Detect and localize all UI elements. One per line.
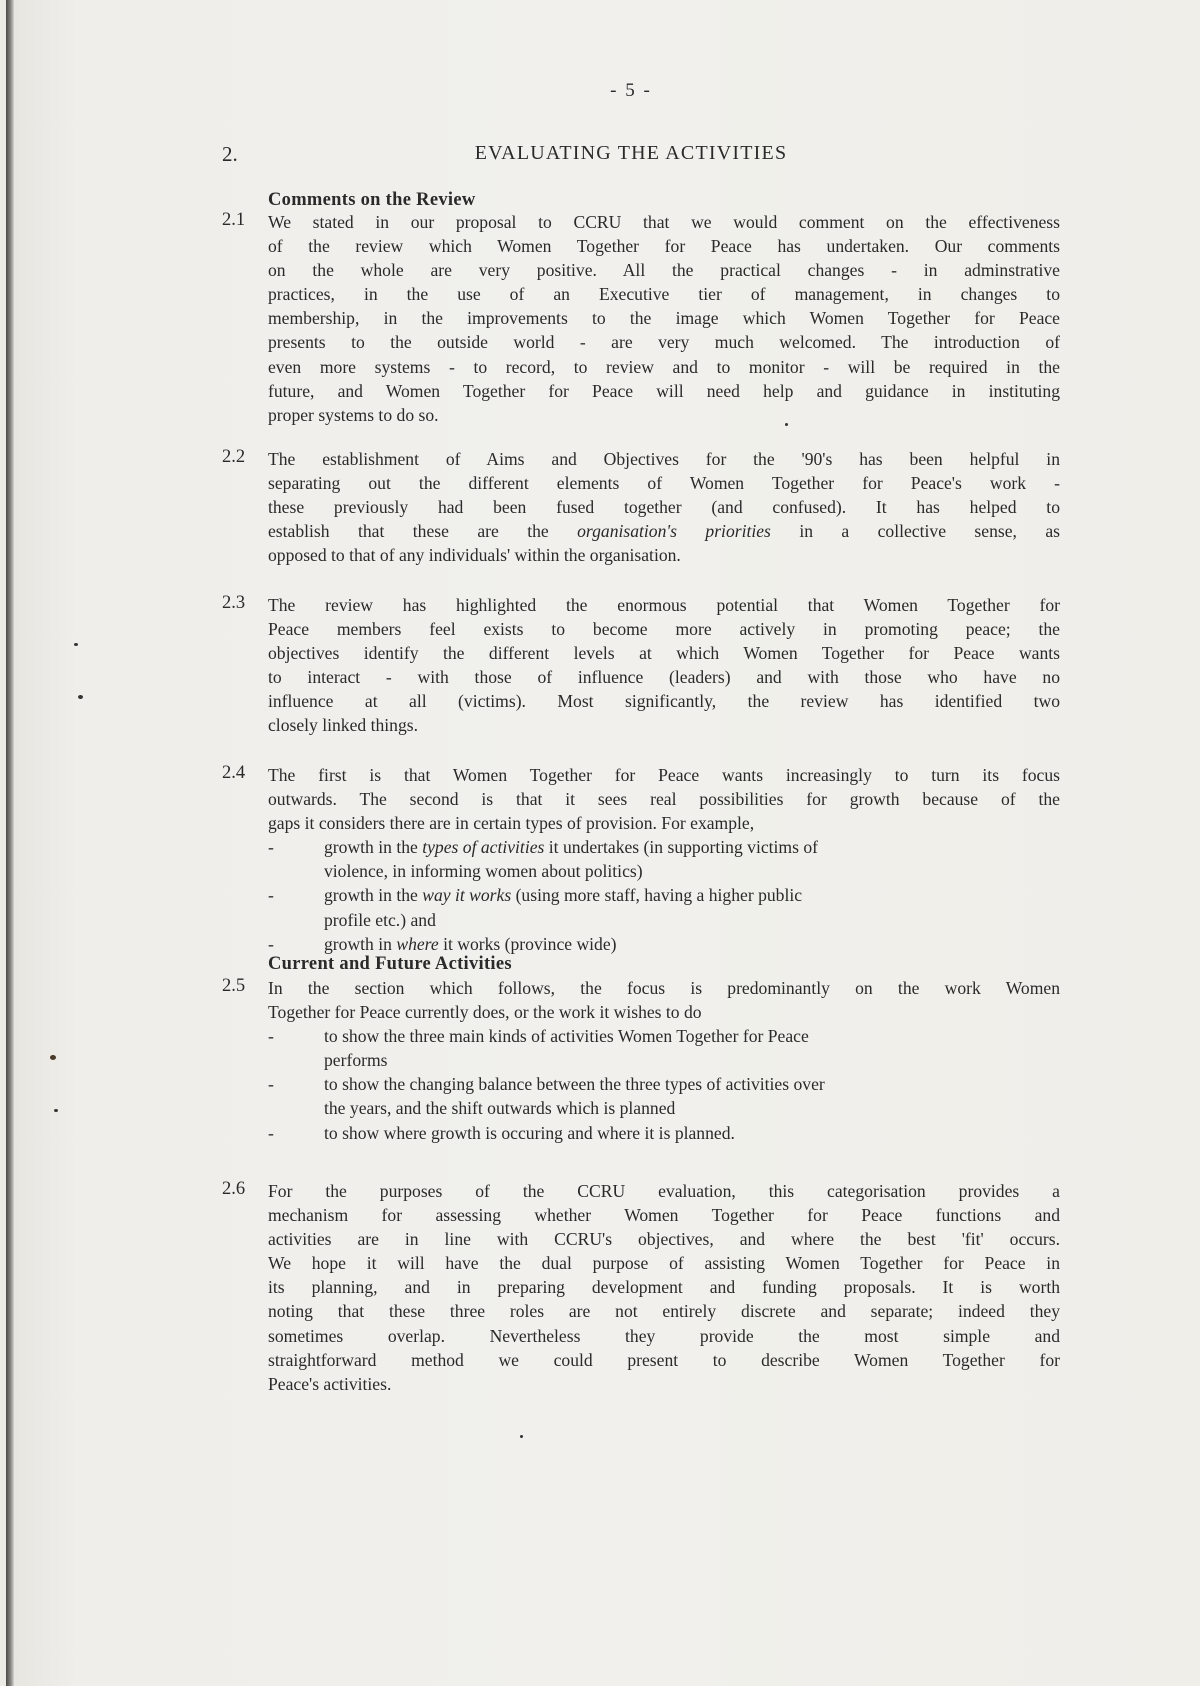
emphasis-text: way it works xyxy=(422,885,512,906)
text-line: We hope it will have the dual purpose of assisting Women Together for Peace in xyxy=(268,1253,1060,1274)
paragraph-2-6 xyxy=(222,1179,1060,1396)
text-run: growth in the xyxy=(324,885,423,906)
text-line: violence, in informing women about politics) xyxy=(324,861,643,882)
emphasis-text: types of activities xyxy=(422,837,545,858)
bullet-item xyxy=(268,883,1060,931)
text-line: presents to the outside world - are very much welcomed. The introduction of xyxy=(268,332,1060,353)
section-number: 2. xyxy=(222,142,238,166)
paragraph-2-4 xyxy=(222,763,1060,956)
text-line: The first is that Women Together for Peace wants increasingly to turn its focus xyxy=(268,765,1060,785)
text-line: objectives identify the different levels at which Women Together for Peace wants xyxy=(268,643,1060,664)
text-line: even more systems - to record, to review and to monitor - will be required in the xyxy=(268,356,1060,377)
bullet-item xyxy=(268,1072,1060,1120)
text-line: Peace's activities. xyxy=(268,1373,392,1394)
subheading-current-future-activities: Current and Future Activities xyxy=(268,954,512,974)
emphasis-text: organisation's priorities xyxy=(577,521,771,542)
text-line: The establishment of Aims and Objectives for the '90's has been helpful in xyxy=(268,449,1060,469)
text-line: profile etc.) and xyxy=(324,909,436,930)
paragraph-number: 2.6 xyxy=(222,1179,246,1199)
text-line: Peace members feel exists to become more actively in promoting peace; the xyxy=(268,619,1060,640)
bullet-dash: - xyxy=(268,885,274,906)
text-line: closely linked things. xyxy=(268,715,419,736)
text-line: influence at all (victims). Most significantly, the review has identified two xyxy=(268,691,1060,712)
text-run: in a collective sense, as xyxy=(770,521,1060,542)
text-line: the years, and the shift outwards which is planned xyxy=(324,1098,676,1119)
paragraph-2-3 xyxy=(222,593,1060,738)
text-line: In the section which follows, the focus is predominantly on the work Women xyxy=(268,978,1060,998)
text-run: (using more staff, having a higher public xyxy=(511,885,803,906)
bullet-item xyxy=(268,1024,1060,1072)
bullet-item xyxy=(268,835,1060,883)
text-line: future, and Women Together for Peace will need help and guidance in instituting xyxy=(268,380,1060,401)
text-line: to show where growth is occuring and where it is planned. xyxy=(324,1122,735,1143)
text-line: outwards. The second is that it sees real possibilities for growth because of the xyxy=(268,789,1060,810)
text-line: Together for Peace currently does, or the work it wishes to do xyxy=(268,1002,702,1023)
paragraph-number: 2.5 xyxy=(222,976,246,996)
text-run: it undertakes (in supporting victims of xyxy=(544,837,819,858)
text-run: growth in xyxy=(324,933,397,954)
page-number: - 5 - xyxy=(610,80,652,101)
text-line: The review has highlighted the enormous potential that Women Together for xyxy=(268,595,1060,615)
text-line: to interact - with those of influence (leaders) and with those who have no xyxy=(268,667,1060,688)
paragraph-number: 2.2 xyxy=(222,447,246,467)
scan-speck xyxy=(78,695,83,699)
paragraph-2-1 xyxy=(222,210,1060,427)
paragraph-number: 2.4 xyxy=(222,763,246,783)
bullet-item xyxy=(268,1121,1060,1145)
bullet-item xyxy=(268,932,1060,956)
text-line xyxy=(268,519,1060,543)
text-line: mechanism for assessing whether Women Together for Peace functions and xyxy=(268,1205,1060,1226)
text-line: on the whole are very positive. All the practical changes - in adminstrative xyxy=(268,260,1060,281)
bullet-dash: - xyxy=(268,1122,274,1143)
document-page xyxy=(6,0,1200,1686)
bullet-dash: - xyxy=(268,1026,274,1047)
subheading-comments-on-review: Comments on the Review xyxy=(268,190,476,210)
text-line: membership, in the improvements to the image which Women Together for Peace xyxy=(268,308,1060,329)
scan-speck xyxy=(50,1055,56,1060)
text-line: gaps it considers there are in certain types of provision. For example, xyxy=(268,813,755,834)
paragraph-number: 2.3 xyxy=(222,593,246,613)
bullet-dash: - xyxy=(268,1074,274,1095)
text-line: opposed to that of any individuals' within the organisation. xyxy=(268,545,681,566)
text-line: separating out the different elements of Women Together for Peace's work - xyxy=(268,473,1060,494)
text-line: these previously had been fused together (and confused). It has helped to xyxy=(268,497,1060,518)
text-line: of the review which Women Together for Peace has undertaken. Our comments xyxy=(268,236,1060,257)
text-line: performs xyxy=(324,1050,388,1071)
text-line: its planning, and in preparing development and funding proposals. It is worth xyxy=(268,1277,1060,1298)
text-line: activities are in line with CCRU's objectives, and where the best 'fit' occurs. xyxy=(268,1229,1060,1250)
text-line: noting that these three roles are not entirely discrete and separate; indeed they xyxy=(268,1301,1060,1322)
paragraph-2-2 xyxy=(222,447,1060,567)
emphasis-text: where xyxy=(396,933,439,954)
paragraph-2-5 xyxy=(222,976,1060,1145)
text-line xyxy=(324,932,1060,956)
text-line: For the purposes of the CCRU evaluation, this categorisation provides a xyxy=(268,1181,1060,1201)
text-line xyxy=(324,835,1060,859)
text-line xyxy=(324,883,1060,907)
paragraph-number: 2.1 xyxy=(222,210,246,230)
text-line: We stated in our proposal to CCRU that we would comment on the effectiveness xyxy=(268,212,1060,232)
text-line: to show the changing balance between the three types of activities over xyxy=(324,1074,825,1095)
scan-speck xyxy=(74,643,78,646)
section-title: EVALUATING THE ACTIVITIES xyxy=(474,142,788,164)
text-line: straightforward method we could present to describe Women Together for xyxy=(268,1349,1060,1370)
scan-edge xyxy=(6,0,14,1686)
scan-speck xyxy=(54,1109,58,1112)
text-run: growth in the xyxy=(324,837,423,858)
text-run: establish that these are the xyxy=(268,521,578,542)
bullet-dash: - xyxy=(268,837,274,858)
text-line: to show the three main kinds of activities Women Together for Peace xyxy=(324,1026,809,1047)
text-line: practices, in the use of an Executive tier of management, in changes to xyxy=(268,284,1060,305)
text-run: it works (province wide) xyxy=(438,933,617,954)
scan-speck xyxy=(520,1435,523,1438)
bullet-dash: - xyxy=(268,933,274,954)
text-line: sometimes overlap. Nevertheless they provide the most simple and xyxy=(268,1325,1060,1346)
text-line: proper systems to do so. xyxy=(268,404,439,425)
